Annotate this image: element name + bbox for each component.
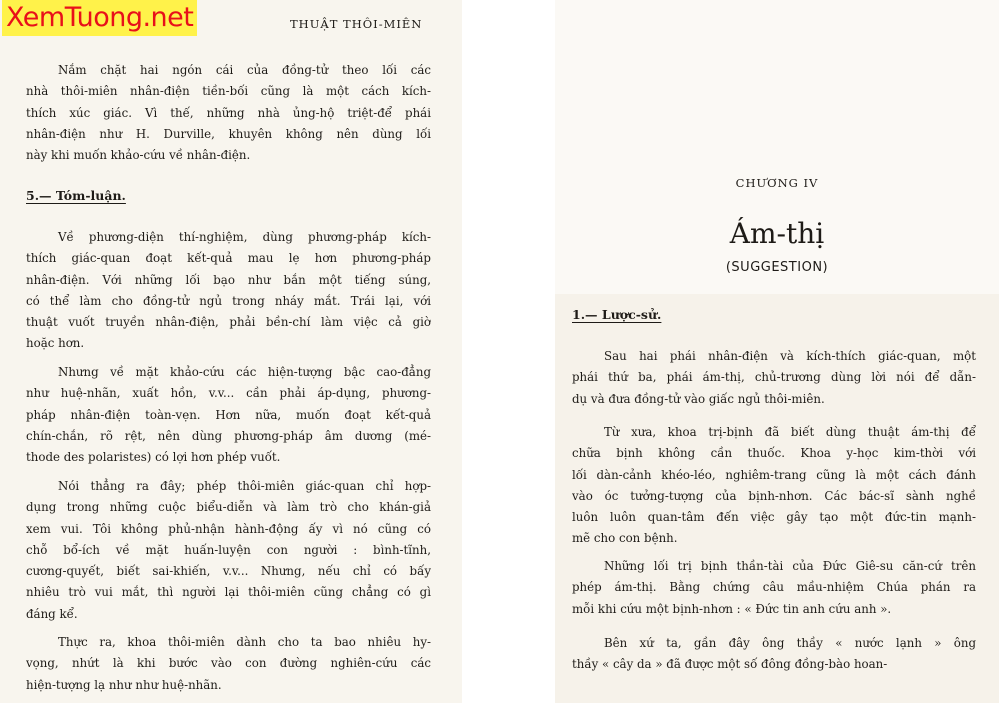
text-line: Từ xưa, khoa trị-bịnh đã biết dùng thuật ám-thị để: [604, 425, 976, 439]
text-line: luôn luôn quan-tâm đến việc gây tạo một đức-tin mạnh-: [572, 510, 976, 525]
text-line: Nói thẳng ra đây; phép thôi-miên giác-quan chỉ hợp-: [58, 479, 431, 493]
section-heading: 5.— Tóm-luận.: [26, 188, 126, 203]
text-line: thầy « cây da » đã được một số đông đồng-bào hoan-: [572, 657, 888, 672]
text-line: nhiêu trò vui mắt, thì người lại thôi-miên cũng chẳng có gì: [26, 585, 431, 600]
text-line: Sau hai phái nhân-điện và kích-thích giác-quan, một: [604, 349, 976, 363]
right-paragraph-1: [572, 346, 976, 410]
text-line: chín-chắn, rõ rệt, nên dùng phương-pháp âm dương (mé-: [26, 428, 431, 443]
text-line: pháp nhân-điện toàn-vẹn. Hơn nữa, muốn đoạt kết-quả: [26, 407, 431, 422]
text-line: nhân-điện. Với những lối bạo như bắn một tiếng súng,: [26, 272, 431, 287]
text-line: chỗ bổ-ích về mặt huấn-luyện con người : bình-tĩnh,: [26, 542, 431, 557]
chapter-title: Ám-thị: [729, 217, 825, 250]
text-line: như huệ-nhãn, xuất hồn, v.v... cần phải áp-dụng, phương-: [26, 386, 431, 401]
left-paragraph-4: [26, 476, 431, 625]
right-paragraph-4: [572, 633, 976, 676]
right-paragraph-3: [572, 556, 976, 620]
text-line: vọng, nhứt là khi bước vào con đường nghiên-cứu các: [26, 656, 431, 671]
text-line: phái thứ ba, phái ám-thị, chủ-trương dùng lời nói để dẫn-: [572, 370, 976, 385]
text-line: nhà thôi-miên nhân-điện tiền-bối cũng là một cách kích-: [26, 84, 431, 99]
text-line: phép ám-thị. Bằng chứng câu mầu-nhiệm Chúa phán ra: [572, 580, 976, 595]
text-line: hiện-tượng lạ như như huệ-nhãn.: [26, 677, 222, 692]
text-line: Nắm chặt hai ngón cái của đồng-tử theo lối các: [58, 63, 431, 77]
text-line: cương-quyết, biết sai-khiến, v.v... Nhưng, nếu chỉ có bấy: [26, 564, 431, 579]
text-line: xem vui. Tôi không phủ-nhận hành-động ấy vì nó cũng có: [26, 521, 431, 536]
text-line: dụng trong những cuộc biểu-diễn và làm trò cho khán-giả: [26, 500, 431, 515]
left-paragraph-1: [26, 60, 431, 166]
left-paragraph-3: [26, 362, 431, 468]
text-line: hoặc hơn.: [26, 336, 85, 351]
text-line: mỗi khi cứu một bịnh-nhơn : « Đức tin anh cứu anh ».: [572, 601, 892, 616]
text-line: đáng kể.: [26, 606, 78, 621]
text-line: Nhưng về mặt khảo-cứu các hiện-tượng bậc cao-đẳng: [58, 365, 431, 379]
text-line: vào óc tưởng-tượng của bịnh-nhơn. Các bác-sĩ sành nghề: [572, 488, 976, 503]
text-line: chữa bịnh không cần thuốc. Khoa y-học kim-thời với: [572, 446, 976, 461]
site-watermark-logo: XemTuong.net: [2, 0, 197, 36]
text-line: thích giác-quan đoạt kết-quả mau lẹ hơn phương-pháp: [26, 251, 431, 266]
left-paragraph-2: [26, 227, 431, 355]
text-line: Về phương-diện thí-nghiệm, dùng phương-pháp kích-: [58, 230, 431, 244]
text-line: Bên xứ ta, gần đây ông thầy « nước lạnh » ông: [604, 636, 976, 650]
chapter-label: CHƯƠNG IV: [735, 176, 819, 190]
left-paragraph-5: [26, 632, 431, 696]
text-line: thuật vuốt truyền nhân-điện, phải bền-chí làm việc cả giờ: [26, 315, 431, 330]
text-line: nhân-điện như H. Durville, khuyên không nên dùng lối: [26, 126, 431, 141]
right-paragraph-2: [572, 422, 976, 550]
text-line: thode des polaristes) có lợi hơn phép vuốt.: [26, 450, 281, 465]
section-heading: 1.— Lược-sử.: [572, 307, 662, 322]
text-line: dụ và đưa đồng-tử vào giấc ngủ thôi-miên.: [572, 391, 825, 406]
text-line: Thực ra, khoa thôi-miên dành cho ta bao nhiêu hy-: [58, 635, 431, 649]
running-head: THUẬT THÔI-MIÊN: [290, 17, 423, 31]
left-book-page: [0, 0, 462, 703]
text-line: này khi muốn khảo-cứu về nhân-điện.: [26, 148, 251, 163]
text-line: lối dàn-cảnh khéo-léo, nghiêm-trang cũng là một cách đánh: [572, 467, 976, 482]
text-line: Những lối trị bịnh thần-tài của Đức Giê-su căn-cứ trên: [604, 559, 976, 573]
text-line: có thể làm cho đồng-tử ngủ trong nháy mắt. Trái lại, với: [26, 293, 431, 308]
right-book-page: [555, 0, 999, 703]
text-line: thích xúc giác. Vì thế, những nhà ủng-hộ triệt-để phái: [26, 105, 431, 120]
chapter-subtitle: (SUGGESTION): [725, 260, 829, 275]
text-line: mẽ cho con bệnh.: [572, 531, 678, 546]
